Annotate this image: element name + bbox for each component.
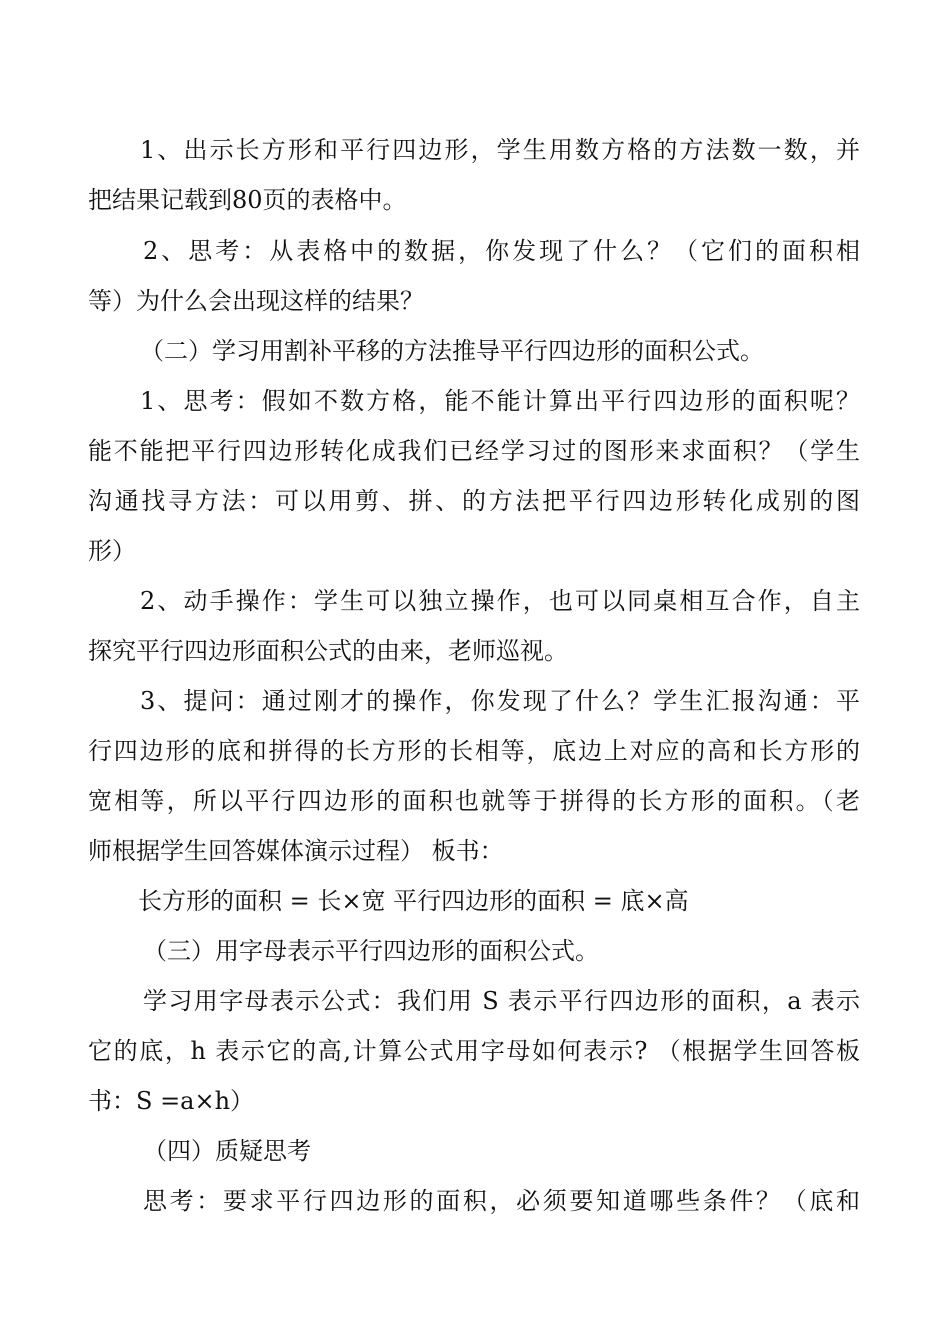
paragraph-line: 师根据学生回答媒体演示过程） 板书： bbox=[88, 837, 504, 865]
paragraph-line: 形） bbox=[88, 537, 136, 565]
paragraph-line: 1、出示长方形和平行四边形，学生用数方格的方法数一数，并 bbox=[140, 136, 860, 164]
paragraph-line: 它的底，h 表示它的高,计算公式用字母如何表示? （根据学生回答板 bbox=[88, 1037, 860, 1065]
paragraph-line: 思考：要求平行四边形的面积，必须要知道哪些条件？（底和 bbox=[143, 1187, 860, 1215]
paragraph-line: 3、提问：通过刚才的操作，你发现了什么？学生汇报沟通：平 bbox=[140, 687, 860, 715]
section-heading: （二）学习用割补平移的方法推导平行四边形的面积公式。 bbox=[140, 337, 764, 365]
paragraph-line: 把结果记载到80页的表格中。 bbox=[88, 186, 407, 214]
paragraph-line: 书：S =a×h） bbox=[88, 1087, 255, 1115]
paragraph-line: 学习用字母表示公式：我们用 S 表示平行四边形的面积，a 表示 bbox=[143, 987, 860, 1015]
paragraph-line: 2、思考：从表格中的数据，你发现了什么？（它们的面积相 bbox=[143, 237, 860, 265]
section-heading: （四）质疑思考 bbox=[143, 1137, 311, 1165]
paragraph-line: 2、动手操作：学生可以独立操作，也可以同桌相互合作，自主 bbox=[140, 587, 860, 615]
paragraph-line: 能不能把平行四边形转化成我们已经学习过的图形来求面积？（学生 bbox=[88, 437, 860, 465]
formula-line: 长方形的面积 = 长×宽 平行四边形的面积 = 底×高 bbox=[138, 887, 689, 915]
section-heading: （三）用字母表示平行四边形的面积公式。 bbox=[143, 937, 599, 965]
paragraph-line: 1、思考：假如不数方格，能不能计算出平行四边形的面积呢？ bbox=[140, 387, 860, 415]
paragraph-line: 探究平行四边形面积公式的由来，老师巡视。 bbox=[88, 637, 568, 665]
paragraph-line: 行四边形的底和拼得的长方形的长相等，底边上对应的高和长方形的 bbox=[88, 737, 860, 765]
paragraph-line: 沟通找寻方法：可以用剪、拼、的方法把平行四边形转化成别的图 bbox=[88, 487, 860, 515]
paragraph-line: 等）为什么会出现这样的结果？ bbox=[88, 287, 424, 315]
paragraph-line: 宽相等，所以平行四边形的面积也就等于拼得的长方形的面积。（老 bbox=[88, 787, 860, 815]
